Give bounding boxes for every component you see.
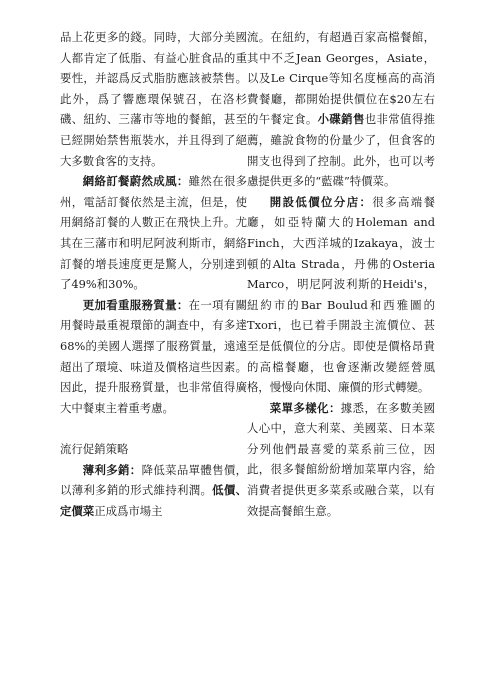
paragraph-service-quality (60, 295, 247, 419)
paragraph-menu-variety (247, 398, 435, 522)
heading-low-price-branches: 開設低價位分店： (269, 194, 373, 209)
right-column (247, 27, 435, 521)
paragraph-text: 流。在紐約，有超過百家高檔餐館，其中不乏Jean Georges，Asiate，以及Le Cirque等知名度極高的高消費餐廳，都開始提供價位在$20左右的午餐定食。 (247, 30, 435, 127)
paragraph-low-price-branches (247, 192, 435, 398)
paragraph-text: 正成爲市場主 (94, 504, 163, 519)
paragraph-text: 品上花更多的錢。同時，大部分美國人都肯定了低脂、有益心脏食品的重要性，并認爲反式脂肪應該被禁售。此外，爲了響應環保號召，在洛杉磯、紐約、三藩市等地的餐館，甚至已經開始禁售瓶裝水，并且得到了絕大多數食客的支持。 (60, 30, 247, 168)
paragraph-text: 很多高端餐廳，如亞特蘭大的Holeman and Finch，大西洋城的Izakaya，波士頓的Alta Strada，丹佛的Osteria Marco，明尼阿波利斯的Heidi's，紐約市的Bar Boulud和西雅圖的Txori，也已着手開設主流價位、甚至是低價位的分店。即使是價格昂貴的高檔餐廳，也會逐漸改變經營風格，慢慢向休閒、廉價的形式轉變。 (247, 194, 435, 395)
paragraph-text: 在一項有關用餐時最重視環節的調查中，有多達68%的美國人選擇了服務質量，遠遠超出了環境、味道及價格這些因素。因此，提升服務質量，也非常值得廣大中餐東主着重考慮。 (60, 297, 247, 415)
heading-service-quality: 更加看重服務質量： (82, 297, 189, 312)
emphasis-small-plates: 小碟銷售 (317, 112, 365, 127)
heading-small-profit: 薄利多銷： (82, 462, 142, 477)
section-spacer (60, 418, 247, 439)
paragraph-text: 雖然在很多州，電話訂餐依然是主流，但是，使用網絡訂餐的人數正在飛快上升。尤其在三藩市和明尼阿波利斯市，網絡訂餐的增長速度更是驚人，分别達到了49%和30%。 (60, 174, 247, 292)
section-title: 流行促銷策略 (60, 442, 129, 457)
paragraph-small-profit (60, 460, 247, 522)
heading-menu-variety: 菜單多樣化： (269, 400, 341, 415)
left-column (60, 27, 247, 522)
emphasis-low-price: 低價、定價菜 (60, 483, 247, 519)
paragraph-healthy-eating (60, 27, 247, 171)
paragraph-online-ordering (60, 171, 247, 295)
paragraph-text: 據悉，在多數美國人心中，意大利菜、美國菜、日本菜分列他們最喜愛的菜系前三位，因此，很多餐館紛紛增加菜單内容，給消費者提供更多菜系或融合菜，以有效提高餐館生意。 (247, 400, 435, 518)
heading-online-ordering: 網絡訂餐蔚然成風： (82, 174, 189, 189)
paragraph-set-menus (247, 27, 435, 192)
paragraph-text: 降低菜品單體售價，以薄利多銷的形式維持利潤。 (60, 462, 247, 498)
paragraph-text: 也非常值得推薦，雖說食物的份量少了，但食客的開支也得到了控制。此外，也可以考慮提供更多的“藍碟”特價菜。 (247, 112, 435, 189)
